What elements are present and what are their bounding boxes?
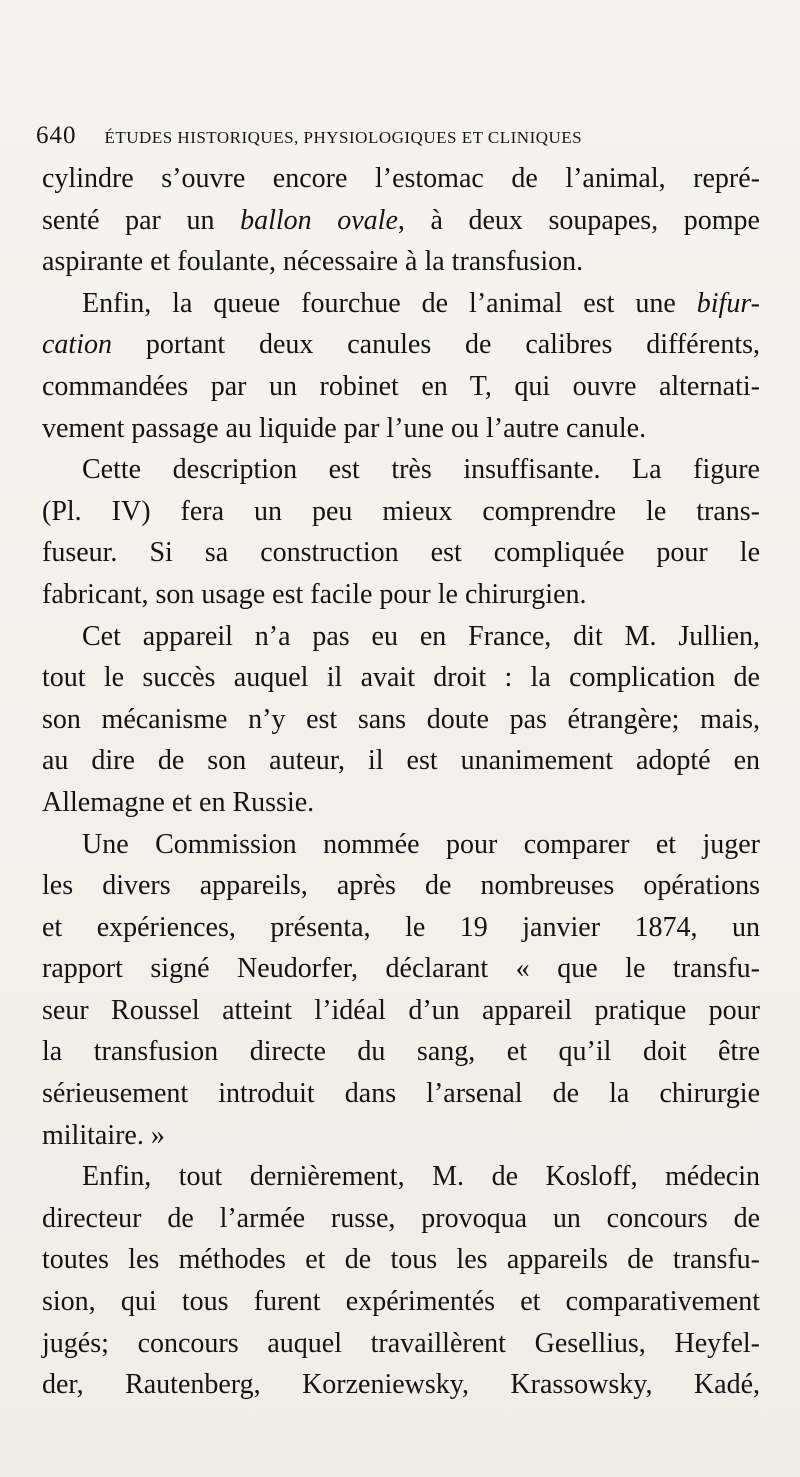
text-line — [42, 283, 760, 325]
line-text: senté par un — [42, 204, 241, 236]
text-line — [42, 1031, 760, 1073]
text-line — [42, 1115, 760, 1157]
line-text: directeur de l’armée russe, provoqua un concours de — [42, 1202, 760, 1234]
text-line — [42, 699, 760, 741]
text-line — [42, 491, 760, 533]
line-text: seur Roussel atteint l’idéal d’un appareil pratique pour — [42, 994, 760, 1026]
line-text: les divers appareils, après de nombreuses opérations — [42, 870, 760, 902]
italic-text: ballon ovale — [240, 204, 398, 236]
line-text: la transfusion directe du sang, et qu’il doit être — [42, 1036, 760, 1068]
text-line — [42, 1073, 760, 1115]
line-text: sion, qui tous furent expérimentés et comparativement — [42, 1286, 760, 1318]
text-line — [42, 366, 760, 408]
line-text: aspirante et foulante, nécessaire à la transfusion. — [42, 246, 584, 278]
text-line — [42, 1323, 760, 1365]
line-text: der, Rautenberg, Korzeniewsky, Krassowsky, Kadé, — [42, 1369, 760, 1401]
text-line — [42, 449, 760, 491]
text-line — [42, 782, 760, 824]
text-line — [42, 616, 760, 658]
text-line — [42, 657, 760, 699]
running-head: ÉTUDES HISTORIQUES, PHYSIOLOGIQUES ET CLINIQUES — [104, 128, 583, 147]
line-text: fabricant, son usage est facile pour le chirurgien. — [42, 578, 587, 610]
line-text: portant deux canules de calibres différents, — [112, 329, 760, 361]
line-text: toutes les méthodes et de tous les appareils de transfu- — [42, 1244, 760, 1276]
line-text: Enfin, la queue fourchue de l’animal est une — [82, 287, 697, 319]
text-line — [42, 158, 760, 200]
text-line — [42, 824, 760, 866]
line-text: tout le succès auquel il avait droit : la complication de — [42, 662, 760, 694]
text-line — [42, 740, 760, 782]
line-text: Une Commission nommée pour comparer et juger — [82, 828, 760, 860]
text-line — [42, 1156, 760, 1198]
line-text: rapport signé Neudorfer, déclarant « que le transfu- — [42, 953, 760, 985]
text-line — [42, 1364, 760, 1406]
text-line — [42, 574, 760, 616]
line-text: commandées par un robinet en T, qui ouvre alternati- — [42, 370, 760, 402]
line-text: vement passage au liquide par l’une ou l’autre canule. — [42, 412, 647, 444]
text-line — [42, 324, 760, 366]
text-line — [42, 1239, 760, 1281]
line-text: (Pl. IV) fera un peu mieux comprendre le trans- — [42, 495, 760, 527]
line-text: Cet appareil n’a pas eu en France, dit M. Jullien, — [82, 620, 760, 652]
line-text: Allemagne et en Russie. — [42, 786, 315, 818]
line-text: , à deux soupapes, pompe — [397, 204, 760, 236]
text-line — [42, 948, 760, 990]
line-text: Cette description est très insuffisante. La figure — [82, 454, 760, 486]
line-text: jugés; concours auquel travaillèrent Gesellius, Heyfel- — [42, 1327, 760, 1359]
text-line — [42, 990, 760, 1032]
text-line — [42, 1198, 760, 1240]
page-header — [36, 122, 766, 156]
line-text: fuseur. Si sa construction est compliquée pour le — [42, 537, 760, 569]
line-text: cylindre s’ouvre encore l’estomac de l’animal, repré- — [42, 163, 760, 194]
line-text: son mécanisme n’y est sans doute pas étrangère; mais, — [42, 703, 760, 735]
page-number: 640 — [36, 122, 77, 149]
text-line — [42, 200, 760, 242]
line-text: Enfin, tout dernièrement, M. de Kosloff, médecin — [82, 1161, 760, 1193]
text-line — [42, 408, 760, 450]
text-line — [42, 865, 760, 907]
text-line — [42, 241, 760, 283]
text-line — [42, 907, 760, 949]
line-text: au dire de son auteur, il est unanimement adopté en — [42, 745, 760, 777]
body-text — [42, 158, 760, 1406]
text-line — [42, 1281, 760, 1323]
text-line — [42, 532, 760, 574]
line-text: et expériences, présenta, le 19 janvier 1874, un — [42, 911, 760, 943]
line-text: militaire. » — [42, 1119, 165, 1151]
line-text: sérieusement introduit dans l’arsenal de la chirurgie — [42, 1078, 760, 1110]
italic-text: bifur- — [696, 287, 760, 319]
italic-text: cation — [42, 329, 112, 361]
